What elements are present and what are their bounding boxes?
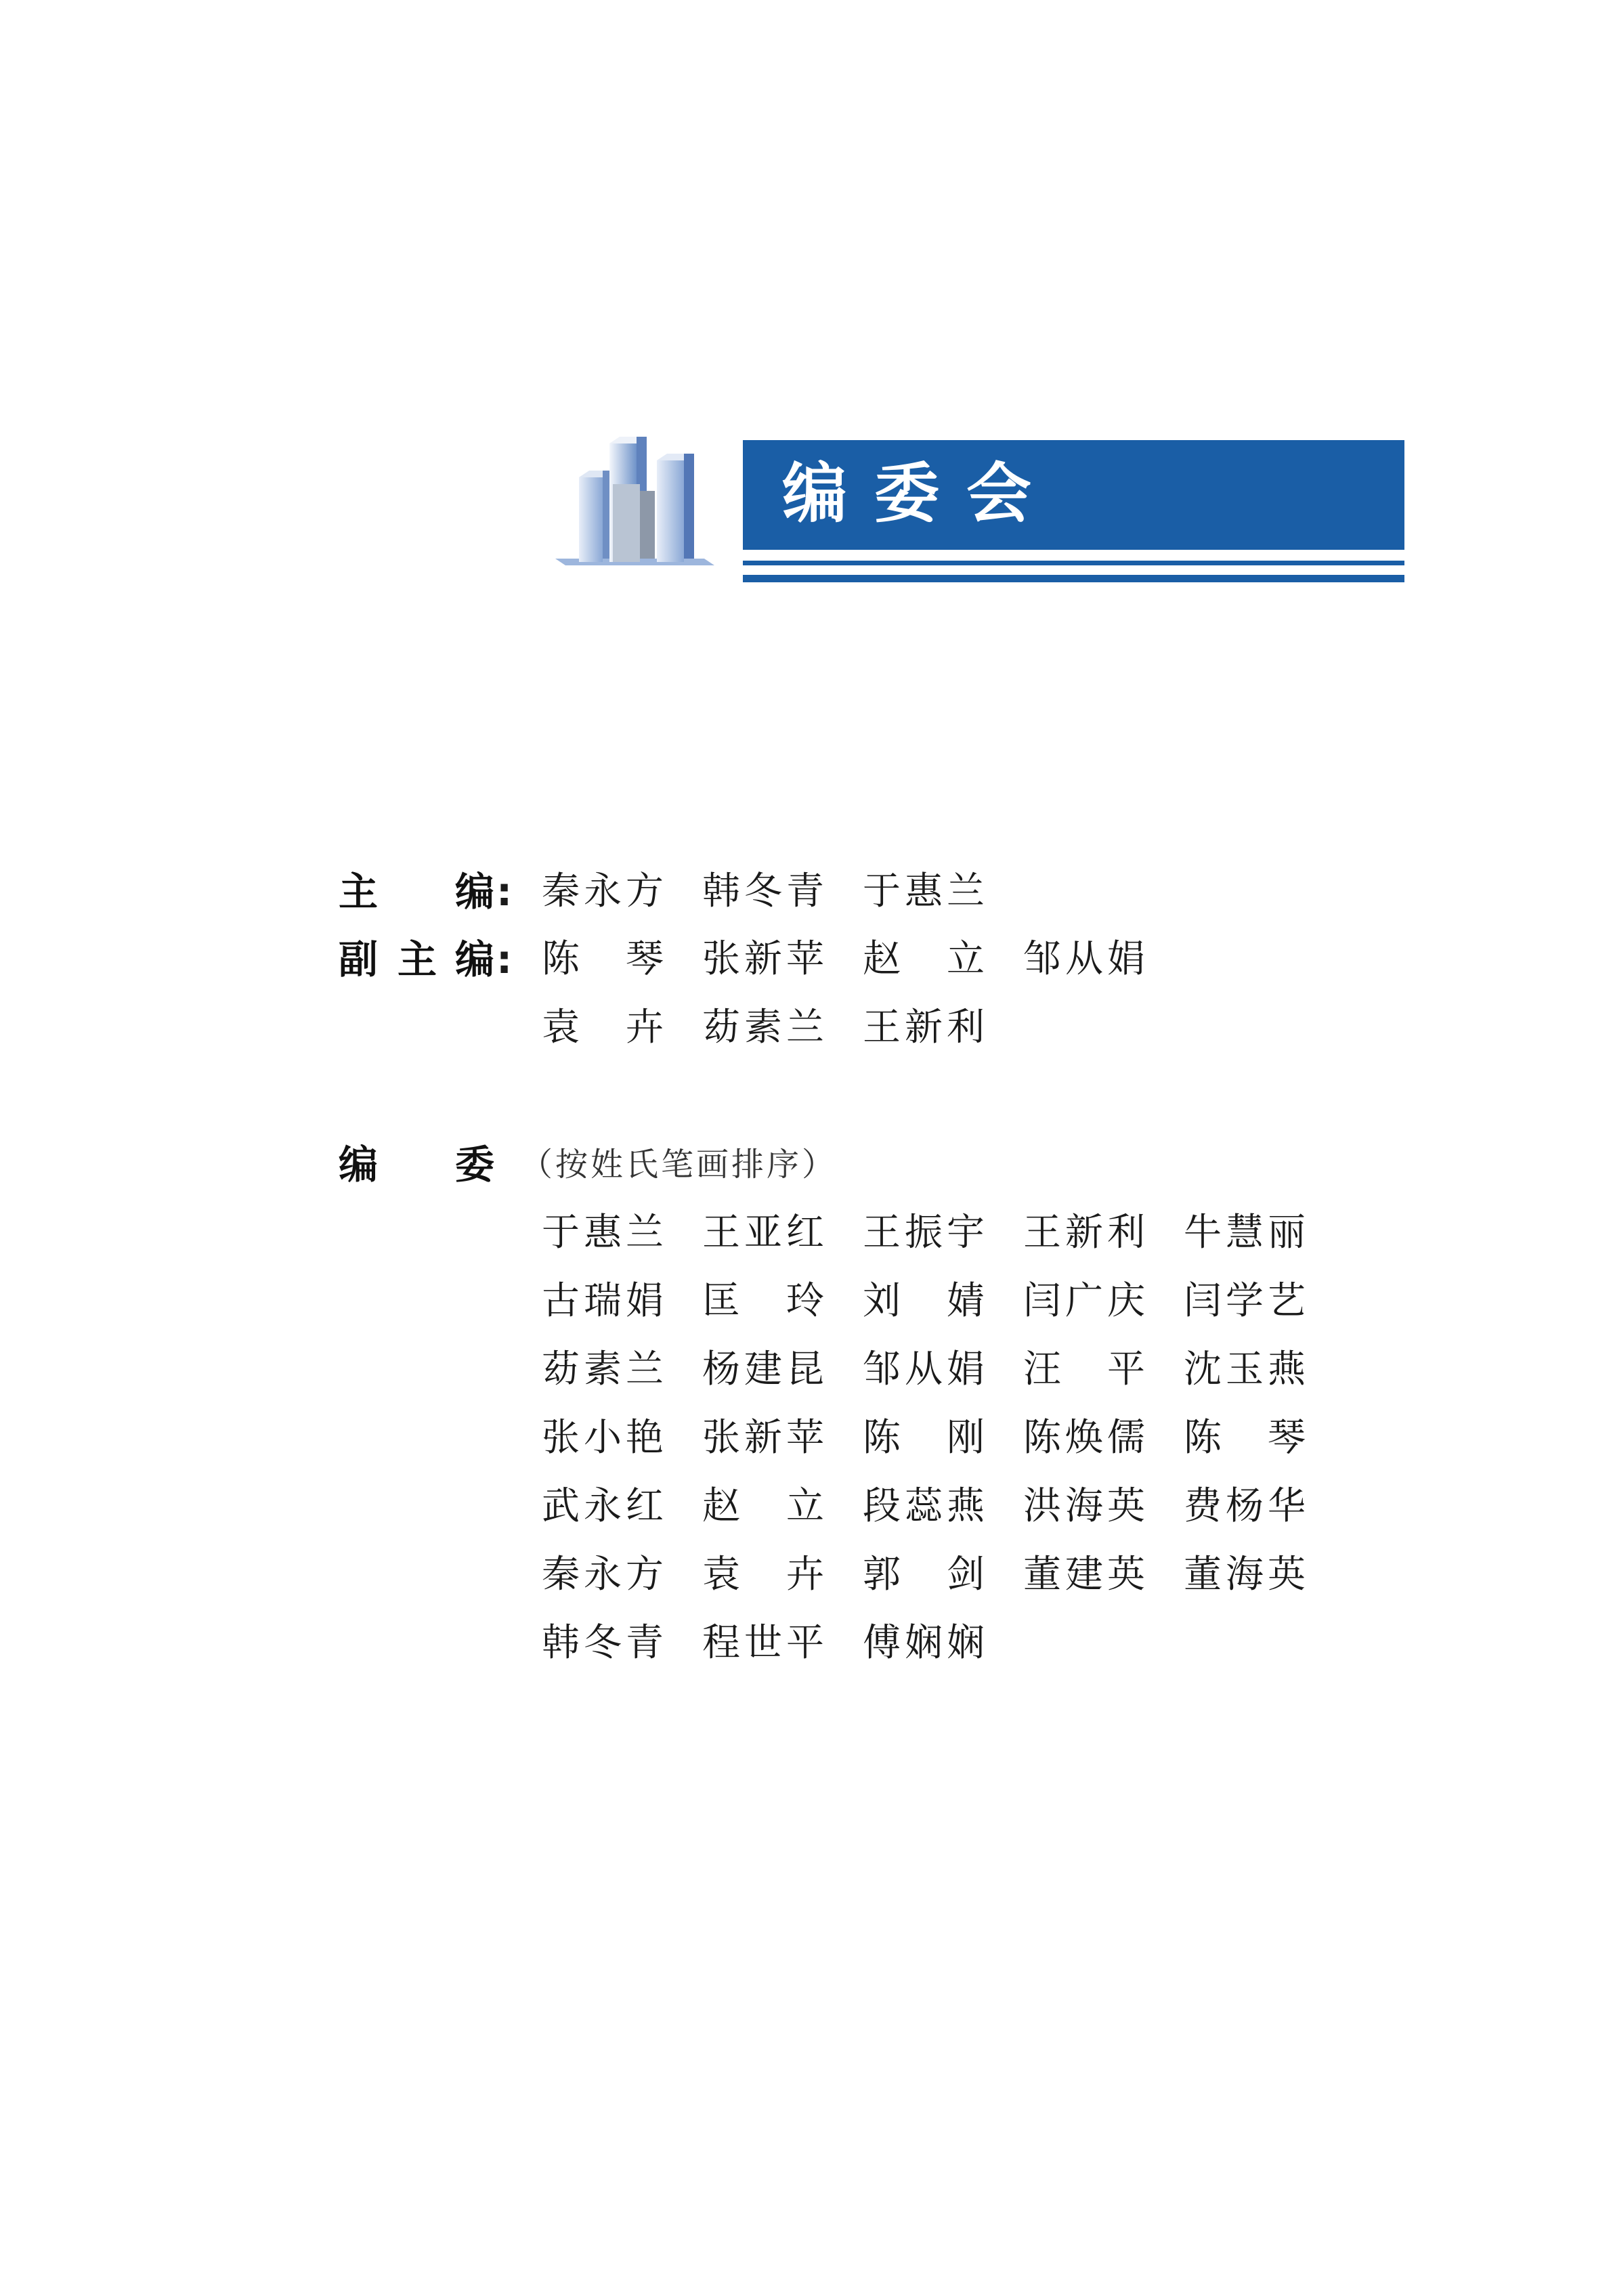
person-name: 匡 玲 xyxy=(702,1279,824,1323)
deputy-editor-label-char: 编 xyxy=(455,936,495,982)
person-name: 韩 冬 青 xyxy=(702,869,824,913)
person-name: 沈 玉 燕 xyxy=(1184,1347,1306,1391)
person-name: 韩 冬 青 xyxy=(542,1621,664,1665)
person-name: 于 惠 兰 xyxy=(542,1211,664,1255)
deputy-editor-label-char: 主 xyxy=(397,936,437,982)
deputy-editor-label-char: 副 xyxy=(339,936,379,982)
chief-editor-label-char: 编 xyxy=(455,869,495,915)
person-name: 赵 立 xyxy=(863,937,985,981)
person-name: 赵 立 xyxy=(702,1484,824,1528)
person-name: 武 永 红 xyxy=(542,1484,664,1528)
divider-line xyxy=(743,561,1404,565)
person-name: 牛 慧 丽 xyxy=(1184,1211,1306,1255)
person-name: 费 杨 华 xyxy=(1184,1484,1306,1528)
person-name: 刘 婧 xyxy=(863,1279,985,1323)
person-name: 张 小 艳 xyxy=(542,1416,664,1460)
person-name: 袁 卉 xyxy=(542,1005,664,1049)
person-name: 张 新 苹 xyxy=(702,937,824,981)
person-name: 张 新 苹 xyxy=(702,1416,824,1460)
committee-label-char: 编 xyxy=(339,1142,379,1188)
person-name: 郭 剑 xyxy=(863,1553,985,1597)
person-name: 董 海 英 xyxy=(1184,1553,1306,1597)
person-name: 苭 素 兰 xyxy=(702,1005,824,1049)
person-name: 董 建 英 xyxy=(1023,1553,1145,1597)
person-name: 闫 学 艺 xyxy=(1184,1279,1306,1323)
person-name: 王 亚 红 xyxy=(702,1211,824,1255)
person-name: 陈 刚 xyxy=(863,1416,985,1460)
person-name: 洪 海 英 xyxy=(1023,1484,1145,1528)
divider-line xyxy=(743,575,1404,582)
person-name: 古 瑞 娟 xyxy=(542,1279,664,1323)
person-name: 邹 从 娟 xyxy=(1023,937,1145,981)
person-name: 闫 广 庆 xyxy=(1023,1279,1145,1323)
person-name: 邹 从 娟 xyxy=(863,1347,985,1391)
label-colon: : xyxy=(496,936,513,982)
person-name: 袁 卉 xyxy=(702,1553,824,1597)
sort-order-note: （按姓氏笔画排序） xyxy=(520,1146,838,1184)
person-name: 傅 娴 娴 xyxy=(863,1621,985,1665)
person-name: 王 新 利 xyxy=(1023,1211,1145,1255)
committee-label-char: 委 xyxy=(455,1142,495,1188)
person-name: 程 世 平 xyxy=(702,1621,824,1665)
person-name: 陈 琴 xyxy=(1184,1416,1306,1460)
person-name: 王 振 宇 xyxy=(863,1211,985,1255)
chief-editor-label-char: 主 xyxy=(339,869,379,915)
buildings-logo-icon xyxy=(555,430,718,586)
person-name: 秦 永 方 xyxy=(542,1553,664,1597)
person-name: 杨 建 昆 xyxy=(702,1347,824,1391)
person-name: 陈 琴 xyxy=(542,937,664,981)
person-name: 于 惠 兰 xyxy=(863,869,985,913)
title-banner xyxy=(743,440,1404,550)
person-name: 苭 素 兰 xyxy=(542,1347,664,1391)
person-name: 汪 平 xyxy=(1023,1347,1145,1391)
person-name: 王 新 利 xyxy=(863,1005,985,1049)
person-name: 段 蕊 燕 xyxy=(863,1484,985,1528)
page-title: 编委会 xyxy=(782,455,1058,532)
person-name: 秦 永 方 xyxy=(542,869,664,913)
label-colon: : xyxy=(496,869,513,915)
person-name: 陈 焕 儒 xyxy=(1023,1416,1145,1460)
